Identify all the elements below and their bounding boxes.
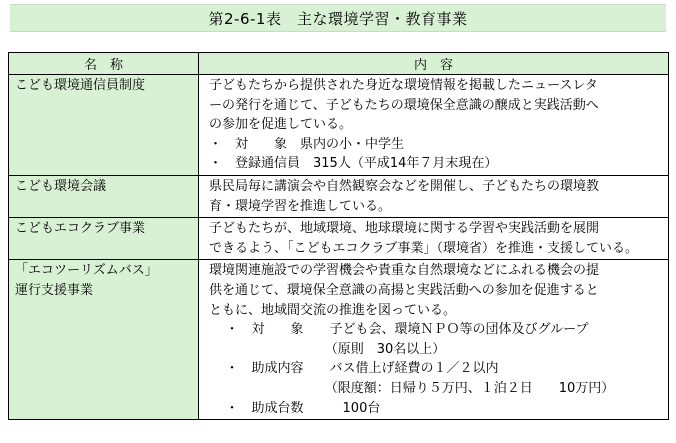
content-line: ともに、地域間交流の推進を図っている。 (209, 302, 457, 318)
table-row (9, 175, 669, 217)
content-line: （限度額：日帰り５万円、１泊２日 10万円） (209, 380, 615, 396)
content-line: ・ 対 象 県内の小・中学生 (209, 136, 405, 152)
content-line: 供を通じて、環境保全意識の高揚と実践活動への参加を促進すると (209, 282, 599, 298)
header-content: 内 容 (199, 53, 669, 75)
table-row (9, 218, 669, 260)
row-name-cell (9, 75, 199, 176)
content-line: ーの発行を通じて、子どもたちの環境保全意識の醸成と実践活動へ (209, 97, 599, 113)
content-line: 育・環境学習を推進している。 (209, 198, 392, 214)
row-content-cell (199, 75, 669, 176)
content-line: 県民局毎に講演会や自然観察会などを開催し、子どもたちの環境教 (209, 178, 600, 194)
table-row (9, 260, 669, 420)
row-name-cell (9, 218, 199, 260)
table-row (9, 75, 669, 176)
row-name-line: 運行支援事業 (15, 282, 94, 298)
content-line: できるよう、「こどもエコクラブ事業」（環境省）を推進・支援している。 (209, 240, 639, 256)
header-row (9, 53, 669, 75)
row-name-line: こどもエコクラブ事業 (15, 221, 146, 237)
row-name-line: こども環境会議 (15, 178, 107, 194)
content-line: （原則 30名以上） (209, 341, 446, 357)
content-line: ・ 助成内容 バス借上げ経費の１／２以内 (209, 361, 499, 377)
content-line: ・ 対 象 子ども会、環境ＮＰＯ等の団体及びグループ (209, 322, 589, 338)
projects-table (8, 52, 669, 420)
row-name-line: こども環境通信員制度 (15, 78, 146, 93)
content-line: 環境関連施設での学習機会や貴重な自然環境などにふれる機会の提 (209, 263, 600, 279)
content-line: 子どもたちが、地域環境、地球環境に関する学習や実践活動を展開 (209, 221, 600, 237)
content-line: ・ 登録通信員 315人（平成14年７月末現在） (209, 156, 498, 172)
row-name-cell (9, 260, 199, 420)
row-content-cell (199, 218, 669, 260)
header-name: 名 称 (9, 53, 199, 75)
row-name-cell (9, 175, 199, 217)
row-name-line: 「エコツーリズムバス」 (15, 263, 158, 279)
content-line: ・ 助成台数 100台 (209, 400, 381, 416)
content-line: 子どもたちから提供された身近な環境情報を掲載したニュースレタ (209, 78, 598, 93)
content-line: の参加を促進している。 (209, 117, 353, 133)
row-content-cell (199, 175, 669, 217)
row-content-cell (199, 260, 669, 420)
table-title: 第2-6-1表 主な環境学習・教育事業 (10, 4, 666, 32)
